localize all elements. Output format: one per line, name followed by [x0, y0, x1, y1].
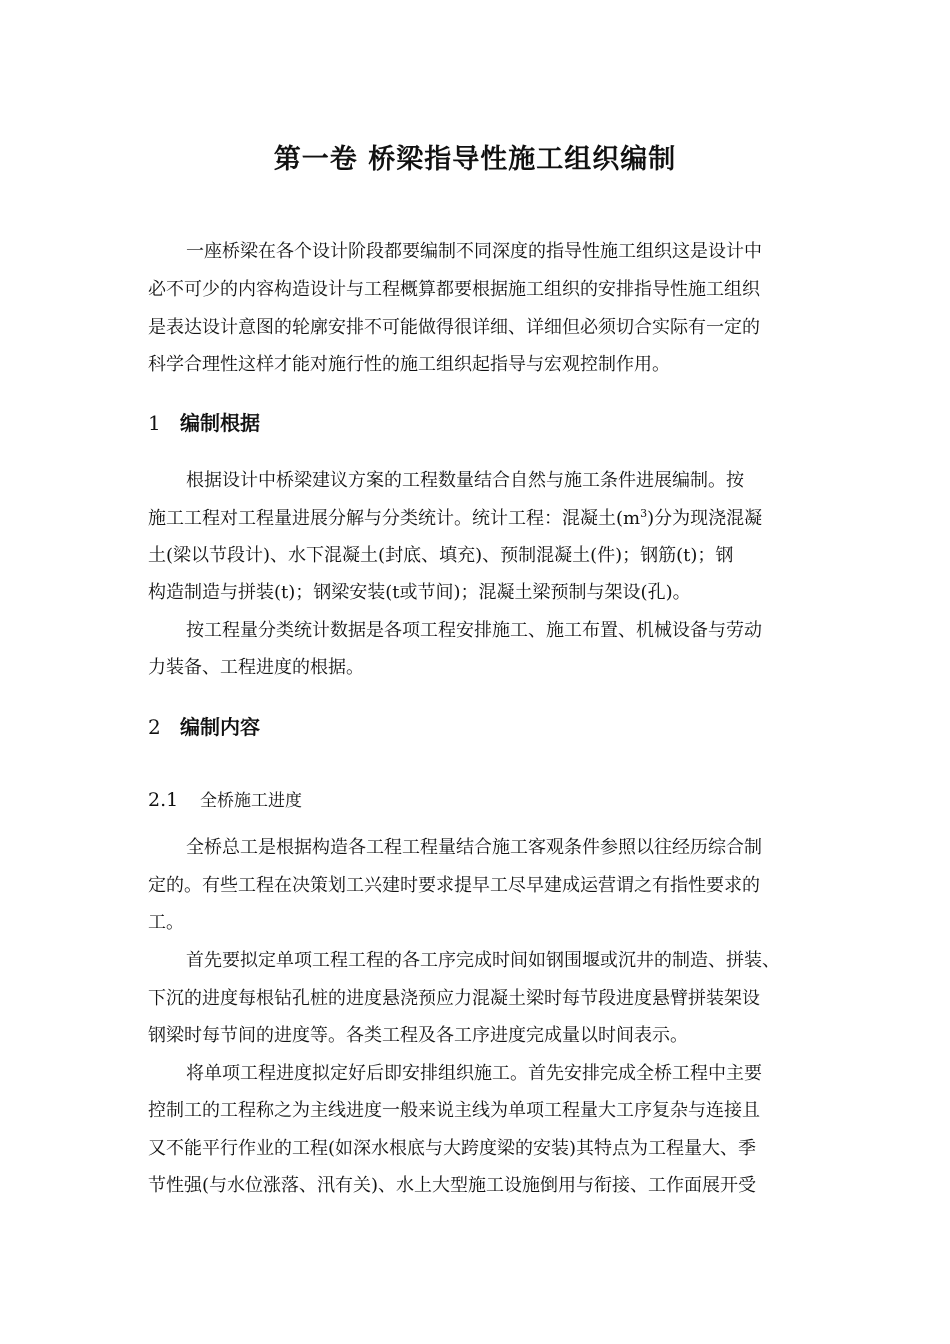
paragraph-line: 又不能平行作业的工程(如深水根底与大跨度梁的安装)其特点为工程量大、季 [148, 1138, 757, 1159]
line-text: )分为现浇混凝 [647, 508, 763, 529]
subsection-heading-2-1 [148, 785, 302, 816]
paragraph-line: 控制工的工程称之为主线进度一般来说主线为单项工程量大工序复杂与连接且 [148, 1100, 760, 1121]
superscript: 3 [640, 507, 648, 520]
paragraph-line: 下沉的进度每根钻孔桩的进度悬浇预应力混凝土梁时每节段进度悬臂拼装架设 [148, 988, 760, 1009]
paragraph-line: 将单项工程进度拟定好后即安排组织施工。首先安排完成全桥工程中主要 [186, 1063, 762, 1084]
section-number: 2 [148, 715, 161, 739]
section-heading-1 [148, 408, 260, 438]
section-title: 编制根据 [180, 411, 260, 435]
paragraph-line: 工。 [148, 912, 184, 933]
paragraph-line: 必不可少的内容构造设计与工程概算都要根据施工组织的安排指导性施工组织 [148, 279, 760, 300]
document-title: 第一卷 桥梁指导性施工组织编制 [273, 144, 677, 175]
paragraph-line: 定的。有些工程在决策划工兴建时要求提早工尽早建成运营谓之有指性要求的 [148, 875, 760, 896]
paragraph-line: 力装备、工程进度的根据。 [148, 657, 364, 678]
paragraph-line: 根据设计中桥梁建议方案的工程数量结合自然与施工条件进展编制。按 [186, 470, 744, 491]
paragraph-line [148, 504, 762, 534]
section-title: 编制内容 [180, 715, 260, 739]
paragraph-line: 全桥总工是根据构造各工程工程量结合施工客观条件参照以往经历综合制 [186, 837, 762, 858]
subsection-number: 2.1 [148, 789, 179, 811]
section-heading-2 [148, 712, 260, 742]
paragraph-line: 一座桥梁在各个设计阶段都要编制不同深度的指导性施工组织这是设计中 [186, 241, 762, 262]
line-text: 施工工程对工程量进展分解与分类统计。统计工程：混凝土(m [148, 508, 641, 529]
paragraph-line: 土(梁以节段计)、水下混凝土(封底、填充)、预制混凝土(件)；钢筋(t)；钢 [148, 545, 734, 566]
paragraph-line: 首先要拟定单项工程工程的各工序完成时间如钢围堰或沉井的制造、拼装、 [186, 950, 780, 971]
paragraph-line: 构造制造与拼装(t)；钢梁安装(t或节间)；混凝土梁预制与架设(孔)。 [148, 582, 691, 603]
paragraph-line: 节性强(与水位涨落、汛有关)、水上大型施工设施倒用与衔接、工作面展开受 [148, 1175, 757, 1196]
paragraph-line: 钢梁时每节间的进度等。各类工程及各工序进度完成量以时间表示。 [148, 1025, 688, 1046]
paragraph-line: 是表达设计意图的轮廓安排不可能做得很详细、详细但必须切合实际有一定的 [148, 317, 760, 338]
paragraph-line: 科学合理性这样才能对施行性的施工组织起指导与宏观控制作用。 [148, 354, 670, 375]
subsection-title: 全桥施工进度 [200, 791, 302, 811]
section-number: 1 [148, 411, 161, 435]
paragraph-line: 按工程量分类统计数据是各项工程安排施工、施工布置、机械设备与劳动 [186, 620, 762, 641]
